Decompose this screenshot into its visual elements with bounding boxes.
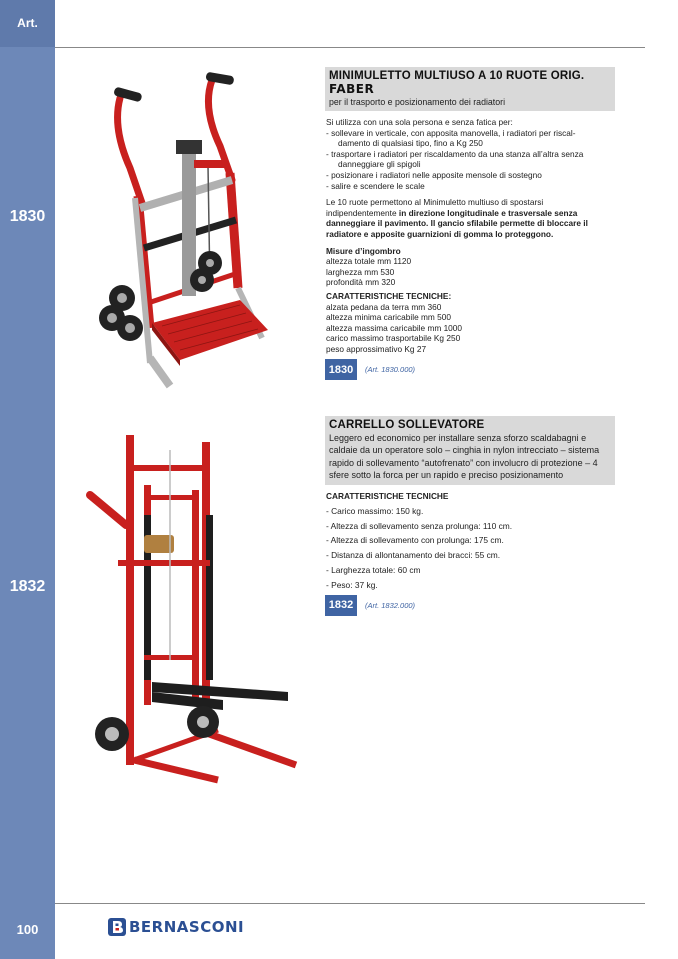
product-1832-title-bar [325, 416, 615, 485]
spec-item: - Altezza di sollevamento senza prolunga: 110 cm. [326, 520, 513, 531]
bernasconi-logo-icon [108, 918, 126, 936]
faber-brand: FABER [329, 82, 375, 96]
product-1832-panel [325, 416, 615, 616]
product-1832-description: Leggero ed economico per installare senza sforzo scaldabagni e caldaie da un operatore solo – cinghia in nylon intrecciato – sistema rapido di sollevamento “autofrenato” con involucro di protezione – 4 sfere sotto la forca per un rapido e preciso posizionamento [329, 433, 600, 480]
product-code-reference: (Art. 1830.000) [365, 365, 416, 375]
bernasconi-logo [108, 918, 244, 936]
description-text: Le 10 ruote permettono al Minimuletto multiuso di spostarsi indipendentemente [326, 197, 544, 218]
minimuletto-image [90, 68, 280, 398]
carrello-sollevatore-image [78, 430, 303, 790]
product-1830-uses [326, 128, 615, 192]
use-item: danneggiare gli spigoli [338, 159, 421, 170]
use-item: - trasportare i radiatori per riscaldamento da una stanza all’altra senza [326, 148, 584, 159]
use-item: damento di qualsiasi tipo, fino a Kg 250 [338, 138, 483, 149]
logo-wordmark: BERNASCONI [129, 918, 245, 936]
specs-heading: CARATTERISTICHE TECNICHE: [326, 290, 452, 301]
product-1832-body [325, 491, 615, 502]
spec-item: - Carico massimo: 150 kg. [326, 505, 424, 516]
dims-heading: Misure d’ingombro [326, 245, 401, 256]
product-1832-title: CARRELLO SOLLEVATORE [329, 419, 485, 431]
product-code-badge: 1830 [325, 359, 357, 380]
spec-item: - Distanza di allontanamento dei bracci: 55 cm. [326, 550, 501, 561]
sidebar [0, 0, 55, 959]
spec-item: carico massimo trasportabile Kg 250 [326, 333, 461, 344]
dim-item: profondità mm 320 [326, 277, 396, 288]
spec-item: - Larghezza totale: 60 cm [326, 564, 421, 575]
top-rule [55, 47, 645, 48]
spec-item: alzata pedana da terra mm 360 [326, 301, 442, 312]
product-1830-panel [325, 67, 615, 380]
page-number: 100 [16, 922, 39, 937]
product-1832-specs [325, 504, 615, 593]
product-code-reference: (Art. 1832.000) [365, 600, 416, 610]
product-1830-title-bar [325, 67, 615, 111]
product-1830-intro: Si utilizza con una sola persona e senza fatica per: [326, 117, 513, 127]
product-1832-code-row [325, 595, 615, 616]
sidebar-code-1830: 1830 [9, 208, 46, 225]
spec-item: - Peso: 37 kg. [326, 579, 378, 590]
product-1830-subtitle: per il trasporto e posizionamento dei radiatori [329, 97, 506, 107]
product-1830-title-text: MINIMULETTO MULTIUSO A 10 RUOTE ORIG. [329, 70, 585, 82]
dim-item: altezza totale mm 1120 [326, 256, 412, 267]
product-1830-code-row [325, 359, 615, 380]
spec-item: altezza massima caricabile mm 1000 [326, 322, 463, 333]
product-code-badge: 1832 [325, 595, 357, 616]
sidebar-code-1832: 1832 [9, 578, 46, 595]
use-item: - salire e scendere le scale [326, 180, 425, 191]
bottom-rule [55, 903, 645, 904]
use-item: - posizionare i radiatori nelle apposite mensole di sostegno [326, 169, 542, 180]
description-bold-text: in direzione longitudinale e trasversale senza danneggiare il pavimento. Il gancio sfilabile permette di bloccare il radiatore e apposite guarnizioni di gomma lo proteggono. [326, 207, 588, 239]
dim-item: larghezza mm 530 [326, 266, 395, 277]
specs-heading: CARATTERISTICHE TECNICHE [326, 491, 449, 502]
product-1830-body [325, 117, 615, 354]
product-1830-title [329, 70, 611, 96]
spec-item: peso approssimativo Kg 27 [326, 343, 427, 354]
sidebar-header: Art. [0, 0, 55, 47]
spec-item: - Altezza di sollevamento con prolunga: 175 cm. [326, 535, 504, 546]
spec-item: altezza minima caricabile mm 500 [326, 312, 451, 323]
use-item: - sollevare in verticale, con apposita manovella, i radiatori per riscal- [326, 127, 576, 138]
product-1830-description [326, 197, 615, 239]
